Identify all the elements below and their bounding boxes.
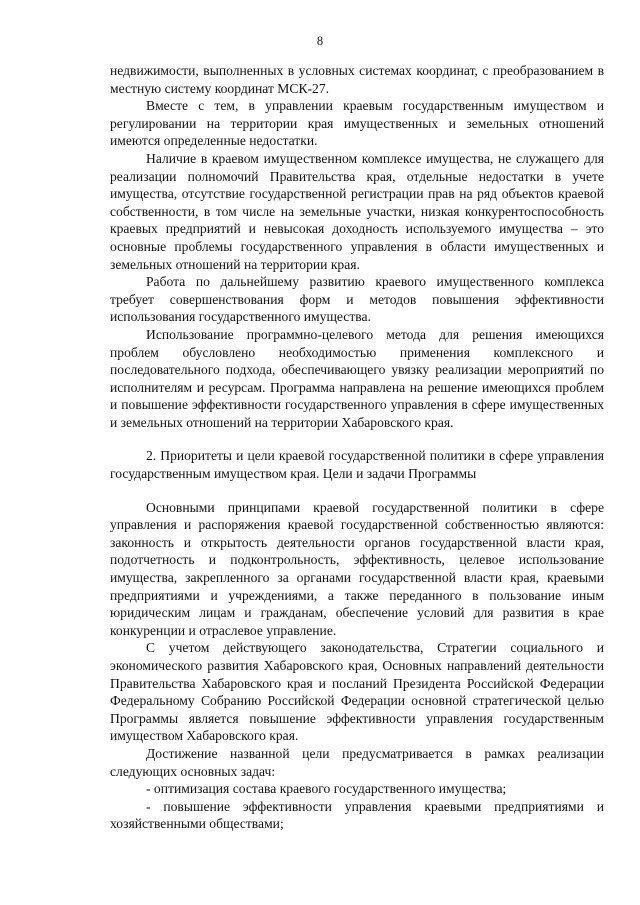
- spacer: [110, 431, 604, 447]
- paragraph: Основными принципами краевой государственной политики в сфере управления и распоряжения краевой государственной собственностью являются: законность и открытость деятельности органов государственной власти края, подотчетность и подконтрольность, эффективность, целевое использование имущества, закрепленного за органами государственной власти края, краевыми предприятиями и учреждениями, а также переданного в пользование иным юридическим лицам и гражданам, обеспечение условий для развития в крае конкуренции и отраслевое управление.: [110, 499, 604, 638]
- section-heading: 2. Приоритеты и цели краевой государственной политики в сфере управления государственным имуществом края. Цели и задачи Программы: [110, 448, 604, 482]
- paragraph: Работа по дальнейшему развитию краевого имущественного комплекса требует совершенствования форм и методов повышения эффективности использования государственного имущества.: [110, 274, 604, 325]
- document-body: [110, 62, 604, 833]
- paragraph: Использование программно-целевого метода для решения имеющихся проблем обусловлено необходимостью применения комплексного и последовательного подхода, обеспечивающего увязку реализации мероприятий по исполнителям и ресурсам. Программа направлена на решение имеющихся проблем и повышение эффективности государственного управления в сфере имущественных и земельных отношений на территории Хабаровского края.: [110, 326, 604, 430]
- spacer: [110, 483, 604, 499]
- paragraph: недвижимости, выполненных в условных системах координат, с преобразованием в местную систему координат МСК-27.: [110, 63, 604, 96]
- paragraph: Вместе с тем, в управлении краевым государственным имуществом и регулировании на территории края имущественных и земельных отношений имеются определенные недостатки.: [110, 98, 604, 149]
- paragraph: Наличие в краевом имущественном комплексе имущества, не служащего для реализации полномочий Правительства края, отдельные недостатки в учете имущества, отсутствие государственной регистрации прав на ряд объектов краевой собственности, в том числе на земельные участки, низкая конкурентоспособность краевых предприятий и невысокая доходность используемого имущества – это основные проблемы государственного управления в области имущественных и земельных отношений на территории края.: [110, 150, 604, 272]
- paragraph: С учетом действующего законодательства, Стратегии социального и экономического развития Хабаровского края, Основных направлений деятельности Правительства Хабаровского края и посланий Президента Российской Федерации Федеральному Собранию Российской Федерации основной стратегической целью Программы является повышение эффективности управления государственным имуществом Хабаровского края.: [110, 640, 604, 744]
- paragraph: Достижение названной цели предусматривается в рамках реализации следующих основных задач:: [110, 745, 604, 779]
- list-item: - оптимизация состава краевого государственного имущества;: [146, 781, 507, 797]
- list-item: - повышение эффективности управления краевыми предприятиями и хозяйственными обществами;: [110, 798, 604, 832]
- page-number: 8: [316, 34, 324, 48]
